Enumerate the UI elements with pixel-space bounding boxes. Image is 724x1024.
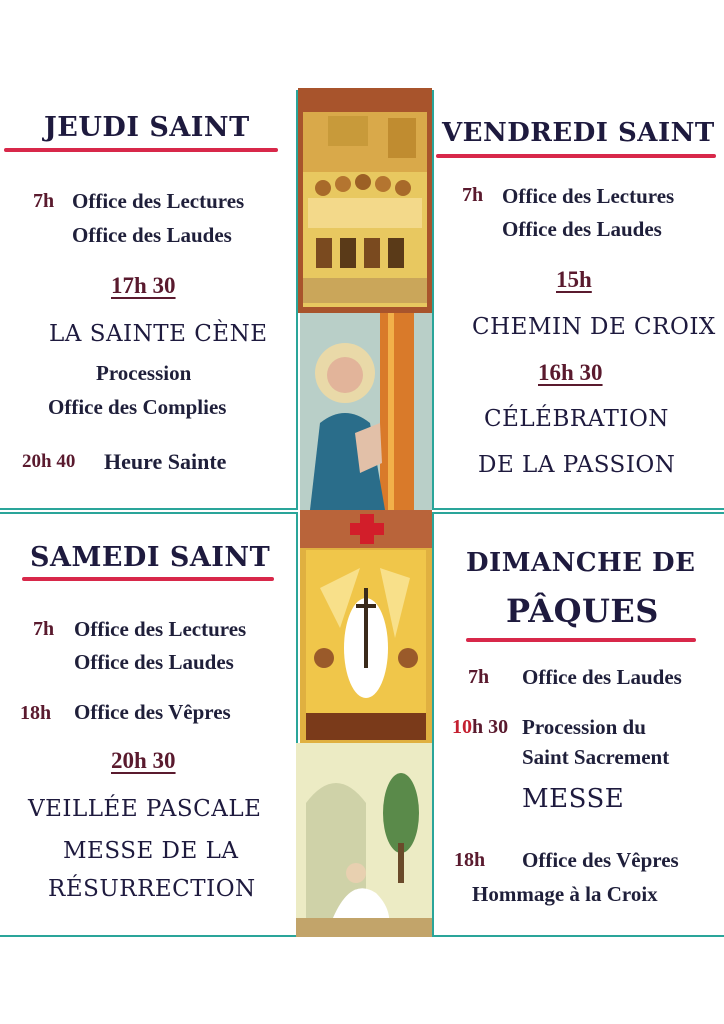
vendredi-title: VENDREDI SAINT (442, 118, 715, 148)
red-cross-icon (300, 510, 432, 548)
dimanche-time-2-min: h 30 (472, 716, 509, 738)
jeudi-line-4: Office des Complies (48, 395, 227, 419)
samedi-line-1: Office des Lectures (74, 617, 247, 641)
dimanche-event: MESSE (522, 784, 625, 814)
jeudi-saint-panel (0, 90, 298, 510)
samedi-time-2: 18h (20, 702, 52, 724)
dimanche-line-1: Office des Laudes (522, 665, 682, 689)
jeudi-line-5: Heure Sainte (104, 449, 227, 474)
dimanche-rule (466, 638, 696, 642)
dimanche-line-2: Procession du (522, 715, 646, 739)
dimanche-time-1: 7h (468, 666, 490, 688)
last-supper-icon (298, 88, 432, 313)
samedi-time-1: 7h (33, 618, 55, 640)
jeudi-line-1: Office des Lectures (72, 189, 245, 213)
samedi-line-3: Office des Vêpres (74, 700, 231, 724)
vendredi-time-2: 15h (556, 267, 592, 292)
samedi-event-2: MESSE DE LA (63, 838, 239, 864)
resurrection-icon (300, 548, 432, 743)
dimanche-title-2: PÂQUES (506, 592, 659, 630)
vendredi-saint-panel (432, 90, 724, 510)
samedi-line-2: Office des Laudes (74, 650, 234, 674)
jeudi-title: JEUDI SAINT (44, 112, 250, 143)
jeudi-event: LA SAINTE CÈNE (49, 321, 268, 347)
jeudi-line-3: Procession (96, 361, 192, 385)
dimanche-line-3: Saint Sacrement (522, 745, 670, 769)
praying-saint-icon (300, 313, 432, 510)
vendredi-rule (436, 154, 716, 158)
vendredi-line-1: Office des Lectures (502, 184, 675, 208)
dimanche-line-4: Office des Vêpres (522, 848, 679, 872)
samedi-title: SAMEDI SAINT (30, 542, 271, 573)
jeudi-line-2: Office des Laudes (72, 223, 232, 247)
dimanche-paques-panel (432, 512, 724, 937)
samedi-rule (22, 577, 274, 581)
dimanche-line-5: Hommage à la Croix (472, 882, 658, 906)
vendredi-event-2a: CÉLÉBRATION (484, 406, 669, 432)
dimanche-time-3: 18h (454, 849, 486, 871)
vendredi-event-1: CHEMIN DE CROIX (472, 314, 716, 340)
vendredi-event-2b: DE LA PASSION (478, 452, 676, 478)
samedi-event-1: VEILLÉE PASCALE (28, 796, 262, 822)
vendredi-line-2: Office des Laudes (502, 217, 662, 241)
jeudi-time-1: 7h (33, 190, 55, 212)
dimanche-time-2 (452, 716, 508, 739)
dimanche-title-1: DIMANCHE DE (466, 548, 696, 578)
vendredi-time-1: 7h (462, 184, 484, 206)
jeudi-time-3: 20h 40 (22, 451, 76, 472)
jeudi-time-2: 17h 30 (111, 273, 176, 298)
samedi-event-3: RÉSURRECTION (48, 876, 256, 902)
samedi-saint-panel (0, 512, 298, 937)
vendredi-time-3: 16h 30 (538, 360, 603, 385)
angel-tomb-icon (296, 743, 432, 937)
samedi-time-3: 20h 30 (111, 748, 176, 773)
dimanche-time-2-hour: 10 (452, 716, 472, 738)
jeudi-rule (4, 148, 278, 152)
